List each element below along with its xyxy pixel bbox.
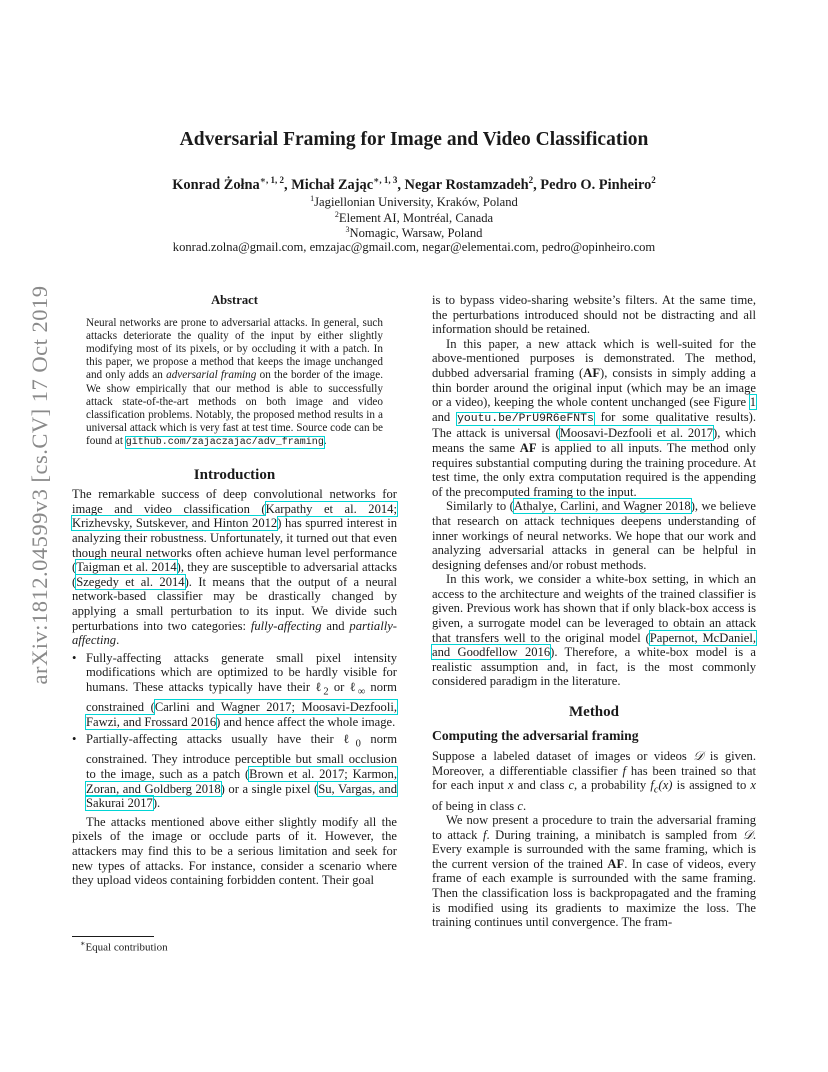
math-symbol: 𝒟 <box>742 827 753 842</box>
subsection-heading: Computing the adversarial framing <box>432 727 639 743</box>
author-affiliation-marks: 2 <box>651 175 656 185</box>
citation-link[interactable]: Szegedy et al. 2014 <box>76 574 185 589</box>
text-run: . <box>522 798 527 813</box>
math-symbol: f <box>650 778 654 793</box>
intro-paragraph: The attacks mentioned above either slightly modify all the pixels of the image or occlude parts of it. However, the attackers may find this to be a serious limitation and seek for new types of attacks. For instance, consider a scenario where they upload videos containing forbidden content. Their goal <box>72 814 397 888</box>
footnote-rule <box>72 936 154 937</box>
affiliation-text: Nomagic, Warsaw, Poland <box>349 226 483 241</box>
affiliation-mark: 2 <box>334 210 339 219</box>
affiliation-mark: 1 <box>310 194 315 203</box>
bullet-marker: • <box>72 650 77 665</box>
citation-link[interactable]: Taigman et al. 2014 <box>76 560 177 575</box>
text-run: ) or a single pixel ( <box>220 781 319 796</box>
bullet-item <box>72 732 397 810</box>
citation-link[interactable]: Papernot, McDaniel, and Goodfellow 2016 <box>432 630 756 660</box>
body-paragraph <box>432 499 756 572</box>
text-run: , a probability <box>574 778 651 793</box>
author-affiliation-marks: 2 <box>528 175 534 185</box>
arxiv-identifier: arXiv:1812.04599v3 [cs.CV] 17 Oct 2019 <box>27 285 52 685</box>
text-run: ), we believe that research on attack techniques deepens understanding of inner workings of neural networks. We hope that our work and analyzing adversarial attacks in general can be helpful in designing defenses and/or robust methods. <box>432 499 756 572</box>
text-run: . Every example is surrounded with the same framing, which is the current version of the trained <box>432 827 756 871</box>
body-paragraph <box>432 337 756 500</box>
math-symbol: x <box>507 778 514 793</box>
text-run: has been trained so that for each input <box>432 763 756 793</box>
text-run: ). <box>152 796 161 811</box>
author-affiliation-marks: ∗, 1, 3 <box>373 175 398 185</box>
text-run: ), which means the same <box>432 426 756 455</box>
text-run: and class <box>513 778 569 793</box>
author-name: Michał Zając <box>291 176 374 193</box>
footnote <box>80 939 168 954</box>
bullet-marker: • <box>72 732 77 747</box>
math-symbol: x <box>750 778 757 793</box>
author-name: Konrad Żołna <box>172 176 260 193</box>
text-run: Suppose a labeled dataset of images or videos <box>432 749 694 764</box>
paper-title: Adversarial Framing for Image and Video Classification <box>179 129 649 150</box>
text-run: is given. Moreover, a differentiable classifier <box>432 749 756 778</box>
text-run: ), they are susceptible to adversarial attacks ( <box>72 560 398 589</box>
text-run: Fully-affecting attacks generate small pixel intensity modifications which are optimized to be hardly visible for humans. These attacks typically have their ℓ <box>86 650 397 694</box>
subscript: 2 <box>323 686 329 698</box>
author-affiliation-marks: ∗, 1, 2 <box>259 175 284 185</box>
text-run: for some qualitative results). The attack is universal ( <box>432 409 756 441</box>
left-column <box>72 293 397 888</box>
citation-link[interactable]: Su, Vargas, and Sakurai 2017 <box>86 781 397 811</box>
text-run: In this work, we consider a white-box setting, in which an access to the architecture and weights of the trained classifier is given. Previous work has shown that if only black-box access is given, a surrogate model can be leveraged to obtain an attack that transfers well to the original model ( <box>432 572 756 645</box>
bold-term: AF <box>519 440 537 455</box>
subscript: 0 <box>355 738 361 750</box>
math-symbol: c <box>517 798 523 813</box>
text-run: is assigned to <box>672 778 751 793</box>
body-paragraph: is to bypass video-sharing website’s filters. At the same time, the perturbations introduced should not be distracting and all information should be retained. <box>432 293 756 337</box>
math-symbol: f <box>622 763 626 778</box>
text-run: . During training, a minibatch is sampled from <box>486 827 743 842</box>
math-symbol: f <box>482 827 487 842</box>
abstract-part: . <box>323 435 327 448</box>
bullet-text <box>86 732 397 810</box>
text-run: of being in class <box>432 798 518 813</box>
bold-term: AF <box>583 365 601 380</box>
math-symbol: c <box>568 778 575 793</box>
text-run: In this paper, a new attack which is well-suited for the above-mentioned purposes is demonstrated. The method, dubbed adversarial framing ( <box>432 336 756 380</box>
bullet-item <box>72 651 397 729</box>
intro-paragraph <box>72 487 397 648</box>
text-run: norm constrained. They introduce perceptible but small occlusion to the image, such as a patch ( <box>86 732 398 781</box>
text-run: ), consists in simply adding a thin border around the original input (which may be an image or a video), keeping the whole content unchanged (see Figure <box>432 365 756 410</box>
citation-link[interactable]: Karpathy et al. 2014; Krizhevsky, Sutskever, and Hinton 2012 <box>72 501 397 531</box>
text-run: ). Therefore, a white-box model is a realistic assumption and, in fact, is the most commonly considered paradigm in the literature. <box>432 645 756 689</box>
figure-reference-link[interactable]: 1 <box>749 395 756 410</box>
text-run: ) has spurred interest in analyzing their robustness. Unfortunately, it turned out that even though neural networks often achieve human level performance ( <box>72 516 397 575</box>
author-emails: konrad.zolna@gmail.com, emzajac@gmail.com, negar@elementai.com, pedro@opinheiro.com <box>172 240 656 254</box>
abstract-part: Neural networks are prone to adversarial attacks. In general, such attacks deteriorate the quality of the input by either slightly modifying most of its pixels, or by occluding it with a patch. In this paper, we propose a method that keeps the image unchanged and only adds an <box>86 316 383 382</box>
text-run: The remarkable success of deep convolutional networks for image and video classification ( <box>72 487 397 516</box>
math-symbol: (x) <box>658 778 673 793</box>
introduction-heading: Introduction <box>193 466 276 483</box>
text-run: and <box>321 618 350 633</box>
bullet-text <box>86 651 397 729</box>
body-paragraph <box>432 813 756 930</box>
affiliation <box>100 225 728 241</box>
affiliation-text: Jagiellonian University, Kraków, Poland <box>314 195 518 210</box>
text-run: norm constrained ( <box>86 679 397 715</box>
emphasis: partially-affecting <box>72 618 397 648</box>
footnote-mark: ∗ <box>80 939 86 948</box>
text-run: Similarly to ( <box>446 499 514 514</box>
text-run: Partially-affecting attacks usually have their ℓ <box>86 732 356 747</box>
abstract-part: on the border of the image. We show empirically that our method is able to successfully attack state-of-the-art methods on both image and video classification problems. Notably, the proposed method results in a universal attack which is very fast at test time. Source code can be found at <box>86 369 384 448</box>
affiliation <box>100 194 728 210</box>
right-column <box>432 293 756 930</box>
author-name: Pedro O. Pinheiro <box>540 176 652 193</box>
author-list: Konrad Żołna$^{∗, 1, 2}$, Michał Zając$^{∗, 1, 3}$, Negar Rostamzadeh$^2$, Pedro O. Pinheiro$^2$ <box>172 175 656 193</box>
math-subscript: c <box>653 784 659 796</box>
abstract-text <box>72 317 397 450</box>
text-run: . In case of videos, every frame of each example is surrounded with the same framing. Then the classification loss is backpropagated and the framing is modified using its gradients to maximize the loss. The training continues until convergence. The fram- <box>432 856 756 930</box>
arxiv-margin-stamp <box>20 285 60 685</box>
abstract-emphasis: adversarial framing <box>166 369 257 382</box>
text-run: is applied to all inputs. The method only requires substantial computing during the training procedure. At test time, the only extra computation required is the appending of the precomputed framing to the input. <box>432 440 756 499</box>
citation-link[interactable]: Athalye, Carlini, and Wagner 2018 <box>513 499 691 514</box>
body-paragraph <box>432 749 756 813</box>
affiliation-text: Element AI, Montréal, Canada <box>338 211 494 226</box>
text-run: and <box>432 409 458 424</box>
text-run: or ℓ <box>328 679 358 694</box>
affiliation <box>100 210 728 226</box>
text-run: We now present a procedure to train the adversarial framing to attack <box>432 813 756 842</box>
subscript: ∞ <box>357 686 366 698</box>
citation-link[interactable]: Brown et al. 2017; Karmon, Zoran, and Goldberg 2018 <box>86 766 397 796</box>
math-symbol: 𝒟 <box>693 749 704 764</box>
video-url-link[interactable]: youtu.be/PrU9R6eFNTs <box>457 412 594 425</box>
method-heading: Method <box>569 704 619 721</box>
author-name: Negar Rostamzadeh <box>404 176 529 193</box>
text-run: ) and hence affect the whole image. <box>216 714 396 729</box>
source-code-link[interactable]: github.com/zajaczajac/adv_framing <box>125 437 324 449</box>
affiliation-mark: 3 <box>345 225 350 234</box>
bold-term: AF <box>607 856 625 871</box>
citation-link[interactable]: Carlini and Wagner 2017; Moosavi-Dezfooli, Fawzi, and Frossard 2016 <box>86 700 397 729</box>
citation-link[interactable]: Moosavi-Dezfooli et al. 2017 <box>559 426 714 441</box>
body-paragraph <box>432 572 756 689</box>
emphasis: fully-affecting <box>250 618 322 633</box>
footnote-text: Equal contribution <box>85 941 168 954</box>
text-run: . <box>116 633 120 648</box>
abstract-heading: Abstract <box>211 293 258 307</box>
text-run: ). It means that the output of a neural network-based classifier may be drastically changed by applying a small perturbation to its input. We divide such perturbations into two categories: <box>72 574 398 633</box>
